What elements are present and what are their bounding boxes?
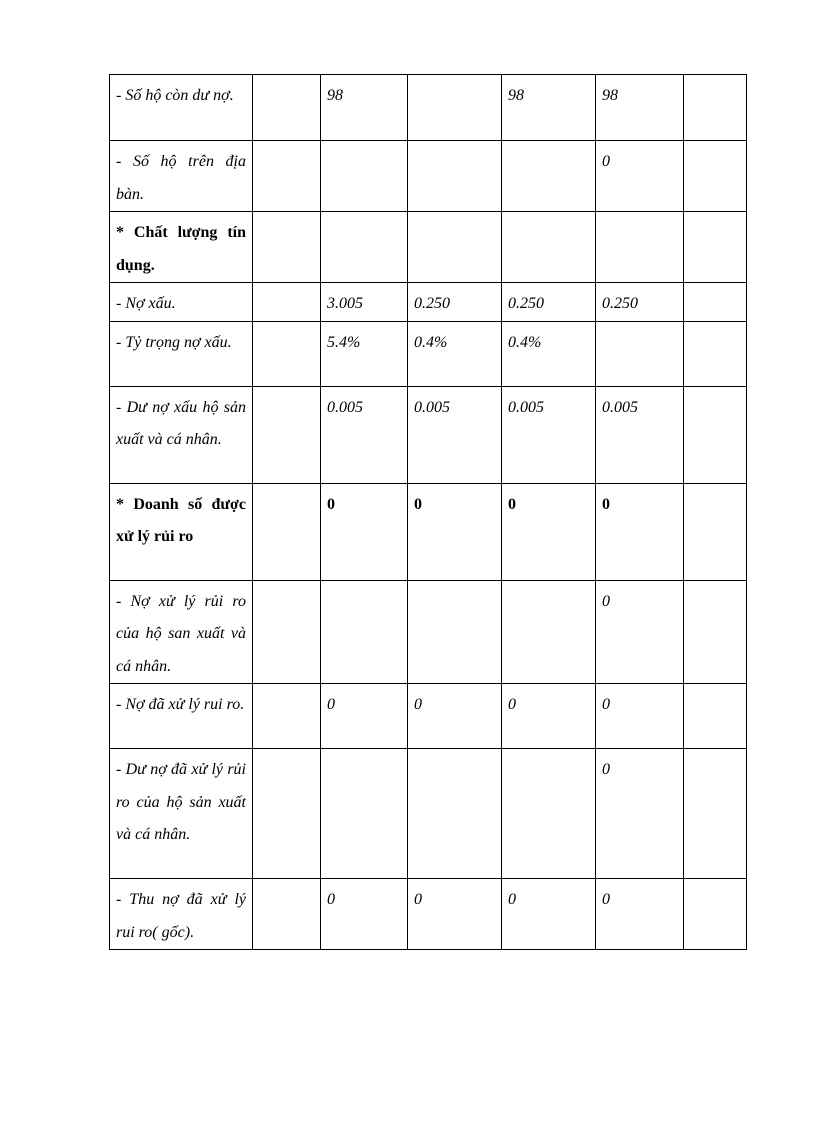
row-label: - Tỷ trọng nợ xấu. bbox=[110, 321, 253, 386]
table-cell: 0.4% bbox=[502, 321, 596, 386]
table-cell bbox=[408, 580, 502, 684]
table-row bbox=[110, 879, 747, 950]
table-row bbox=[110, 684, 747, 749]
row-label: * Chất lượng tín dụng. bbox=[110, 212, 253, 283]
table-cell: 0.005 bbox=[408, 386, 502, 483]
table-cell: 98 bbox=[321, 75, 408, 141]
table-cell: 0 bbox=[321, 684, 408, 749]
table-cell bbox=[321, 141, 408, 212]
table-row bbox=[110, 283, 747, 322]
table-cell: 0 bbox=[502, 483, 596, 580]
table-cell: 0 bbox=[502, 879, 596, 950]
table-row bbox=[110, 580, 747, 684]
table-cell: 0.250 bbox=[408, 283, 502, 322]
row-label: * Doanh số được xử lý rủi ro bbox=[110, 483, 253, 580]
table-cell: 0 bbox=[596, 879, 684, 950]
table-cell: 0.250 bbox=[502, 283, 596, 322]
row-label: - Nợ đã xử lý rui ro. bbox=[110, 684, 253, 749]
table-cell bbox=[408, 75, 502, 141]
table-cell bbox=[408, 141, 502, 212]
table-cell: 3.005 bbox=[321, 283, 408, 322]
table-cell bbox=[684, 879, 747, 950]
table-cell bbox=[596, 212, 684, 283]
table-cell: 0 bbox=[596, 749, 684, 879]
row-label: - Dư nợ xấu hộ sản xuất và cá nhân. bbox=[110, 386, 253, 483]
row-label: - Số hộ còn dư nợ. bbox=[110, 75, 253, 141]
table-row bbox=[110, 75, 747, 141]
table-cell bbox=[502, 212, 596, 283]
table-cell bbox=[684, 483, 747, 580]
table-cell bbox=[253, 321, 321, 386]
data-table bbox=[109, 74, 747, 950]
table-cell: 5.4% bbox=[321, 321, 408, 386]
table-cell bbox=[684, 212, 747, 283]
table-cell bbox=[684, 141, 747, 212]
table-row bbox=[110, 141, 747, 212]
table-row bbox=[110, 483, 747, 580]
table-cell: 0.005 bbox=[502, 386, 596, 483]
table-cell bbox=[684, 684, 747, 749]
table-cell bbox=[253, 879, 321, 950]
table-cell: 0 bbox=[321, 879, 408, 950]
table-row bbox=[110, 386, 747, 483]
table-cell: 0 bbox=[408, 684, 502, 749]
table-cell: 0 bbox=[596, 141, 684, 212]
table-cell bbox=[321, 749, 408, 879]
table-cell bbox=[253, 483, 321, 580]
row-label: - Số hộ trên địa bàn. bbox=[110, 141, 253, 212]
table-cell: 0 bbox=[408, 879, 502, 950]
row-label: - Dư nợ đã xử lý rủi ro của hộ sản xuất và cá nhân. bbox=[110, 749, 253, 879]
row-label: - Nợ xử lý rủi ro của hộ san xuất và cá nhân. bbox=[110, 580, 253, 684]
table-cell bbox=[408, 749, 502, 879]
table-cell bbox=[684, 75, 747, 141]
table-cell bbox=[253, 749, 321, 879]
table-cell bbox=[253, 141, 321, 212]
table-body bbox=[110, 75, 747, 950]
table-cell bbox=[253, 212, 321, 283]
row-label: - Thu nợ đã xử lý rui ro( gốc). bbox=[110, 879, 253, 950]
table-cell bbox=[684, 386, 747, 483]
table-cell: 0.250 bbox=[596, 283, 684, 322]
table-cell: 0 bbox=[596, 580, 684, 684]
table-cell: 98 bbox=[596, 75, 684, 141]
table-row bbox=[110, 749, 747, 879]
table-cell bbox=[253, 283, 321, 322]
table-cell bbox=[408, 212, 502, 283]
table-row bbox=[110, 212, 747, 283]
table-cell bbox=[253, 386, 321, 483]
table-cell bbox=[684, 283, 747, 322]
table-cell: 0 bbox=[596, 483, 684, 580]
table-cell: 0.005 bbox=[596, 386, 684, 483]
table-cell: 0.4% bbox=[408, 321, 502, 386]
table-cell bbox=[502, 580, 596, 684]
table-cell: 0.005 bbox=[321, 386, 408, 483]
table-cell: 98 bbox=[502, 75, 596, 141]
table-cell: 0 bbox=[408, 483, 502, 580]
table-cell bbox=[684, 749, 747, 879]
table-cell: 0 bbox=[321, 483, 408, 580]
table-cell bbox=[253, 684, 321, 749]
table-cell: 0 bbox=[502, 684, 596, 749]
row-label: - Nợ xấu. bbox=[110, 283, 253, 322]
table-cell bbox=[684, 580, 747, 684]
table-cell bbox=[253, 580, 321, 684]
table-row bbox=[110, 321, 747, 386]
table-cell bbox=[502, 749, 596, 879]
table-cell bbox=[502, 141, 596, 212]
table-cell bbox=[321, 580, 408, 684]
table-cell bbox=[596, 321, 684, 386]
table-cell bbox=[684, 321, 747, 386]
table-cell bbox=[253, 75, 321, 141]
table-cell: 0 bbox=[596, 684, 684, 749]
table-cell bbox=[321, 212, 408, 283]
